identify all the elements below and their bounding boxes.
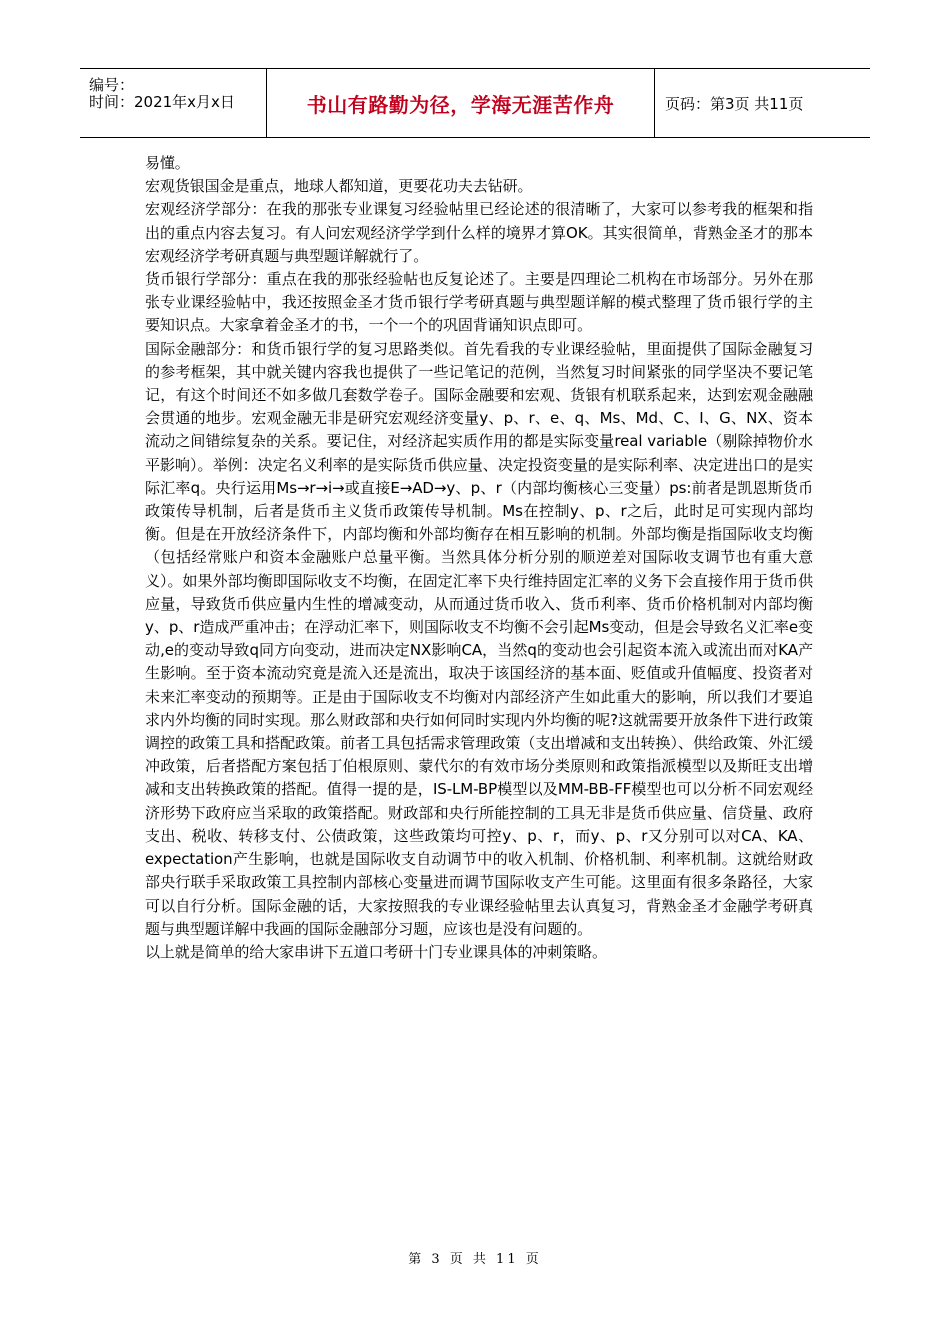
paragraph: 宏观货银国金是重点，地球人都知道，更要花功夫去钻研。: [145, 177, 533, 196]
paragraph: 货币银行学部分：重点在我的那张经验帖也反复论述了。主要是四理论二机构在市场部分。另外在那张专业课经验帖中，我还按照金圣才货币银行学考研真题与典型题详解的模式整理了货币银行学的主要知识点。大家拿着金圣才的书，一个一个的巩固背诵知识点即可。: [145, 270, 813, 335]
document-date: 时间：2021年x月x日: [89, 93, 235, 111]
paragraph: 国际金融部分：和货币银行学的复习思路类似。首先看我的专业课经验帖，里面提供了国际金融复习的参考框架，其中就关键内容我也提供了一些记笔记的范例，当然复习时间紧张的同学坚决不要记笔记，有这个时间还不如多做几套数学卷子。国际金融要和宏观、货银有机联系起来，达到宏观金融融会贯通的地步。宏观金融无非是研究宏观经济变量y、p、r、e、q、Ms、Md、C、I、G、NX、资本流动之间错综复杂的关系。要记住，对经济起实质作用的都是实际变量real variable（剔除掉物价水平影响）。举例：决定名义利率的是实际货币供应量、决定投资变量的是实际利率、决定进出口的是实际汇率q。央行运用Ms→r→i→或直接E→AD→y、p、r（内部均衡核心三变量）ps:前者是凯恩斯货币政策传导机制，后者是货币主义货币政策传导机制。Ms在控制y、p、r之后，此时足可实现内部均衡。但是在开放经济条件下，内部均衡和外部均衡存在相互影响的机制。外部均衡是指国际收支均衡（包括经常账户和资本金融账户总量平衡。当然具体分析分别的顺逆差对国际收支调节也有重大意义）。如果外部均衡即国际收支不均衡，在固定汇率下央行维持固定汇率的义务下会直接作用于货币供应量，导致货币供应量内生性的增减变动，从而通过货币收入、货币利率、货币价格机制对内部均衡y、p、r造成严重冲击；在浮动汇率下，则国际收支不均衡不会引起Ms变动，但是会导致名义汇率e变动,e的变动导致q同方向变动，进而决定NX影响CA，当然q的变动也会引起资本流入或流出而对KA产生影响。至于资本流动究竟是流入还是流出，取决于该国经济的基本面、贬值或升值幅度、投资者对未来汇率变动的预期等。正是由于国际收支不均衡对内部经济产生如此重大的影响，所以我们才要追求内外均衡的同时实现。那么财政部和央行如何同时实现内外均衡的呢?这就需要开放条件下进行政策调控的政策工具和搭配政策。前者工具包括需求管理政策（支出增减和支出转换）、供给政策、外汇缓冲政策，后者搭配方案包括丁伯根原则、蒙代尔的有效市场分类原则和政策指派模型以及斯旺支出增减和支出转换政策的搭配。值得一提的是，IS-LM-BP模型以及MM-BB-FF模型也可以分析不同宏观经济形势下政府应当采取的政策搭配。财政部和央行所能控制的工具无非是货币供应量、信贷量、政府支出、税收、转移支付、公债政策，这些政策均可控y、p、r，而y、p、r又分别可以对CA、KA、expectation产生影响，也就是国际收支自动调节中的收入机制、价格机制、利率机制。这就给财政部央行联手采取政策工具控制内部核心变量进而调节国际收支产生可能。这里面有很多条路径，大家可以自行分析。国际金融的话，大家按照我的专业课经验帖里去认真复习，背熟金圣才金融学考研真题与典型题详解中我画的国际金融部分习题，应该也是没有问题的。: [145, 339, 813, 938]
document-body: [145, 152, 813, 964]
paragraph: 以上就是简单的给大家串讲下五道口考研十门专业课具体的冲刺策略。: [145, 942, 607, 961]
footer-page-number: 第 3 页 共 11 页: [408, 1252, 542, 1267]
document-number-label: 编号：: [89, 76, 135, 94]
paragraph: 宏观经济学部分：在我的那张专业课复习经验帖里已经论述的很清晰了，大家可以参考我的框架和指出的重点内容去复习。有人问宏观经济学学到什么样的境界才算OK。其实很简单，背熟金圣才的那本宏观经济学考研真题与典型题详解就行了。: [145, 200, 813, 265]
page-footer: [0, 1248, 950, 1267]
header-meta: [80, 69, 267, 137]
header-motto-cell: [267, 69, 655, 137]
paragraph: 易懂。: [145, 154, 190, 172]
header-page-info: 页码：第3页 共11页: [665, 94, 804, 113]
page-header: [80, 68, 870, 138]
header-motto: 书山有路勤为径，学海无涯苦作舟: [306, 92, 615, 117]
header-page-cell: [655, 69, 870, 137]
